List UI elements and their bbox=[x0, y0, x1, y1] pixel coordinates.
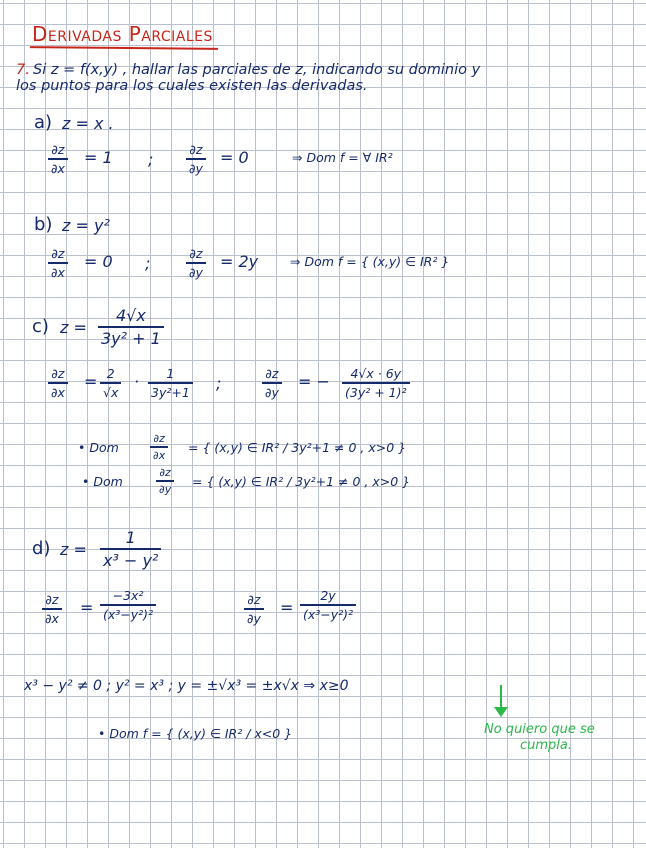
statement-line-2: los puntos para los cuales existen las derivadas. bbox=[16, 78, 368, 94]
part-c-dom2-derivative: ∂z ∂y bbox=[156, 466, 174, 496]
part-b-dzdy: ∂z ∂y bbox=[186, 246, 206, 280]
statement-line-1: Si z = f(x,y) , hallar las parciales de z, indicando su dominio y bbox=[33, 62, 481, 78]
part-c-label: c) bbox=[32, 316, 49, 337]
part-c-dzdy: ∂z ∂y bbox=[262, 366, 282, 400]
part-d-dzdy: ∂z ∂y bbox=[244, 592, 264, 626]
part-a-dzdx-value: = 1 bbox=[84, 148, 113, 167]
part-d-label: d) bbox=[32, 538, 51, 559]
part-c-dot: · bbox=[134, 372, 140, 391]
part-c-factor-1: 2 √x bbox=[100, 366, 121, 400]
part-d-dzdx-result: −3x² (x³−y²)² bbox=[100, 588, 156, 622]
part-b-domain: ⇒ Dom f = { (x,y) ∈ IR² } bbox=[290, 254, 450, 269]
part-d-function-lhs: z = bbox=[60, 540, 87, 559]
exercise-number: 7. bbox=[16, 62, 30, 78]
part-c-factor-2: 1 3y²+1 bbox=[148, 366, 193, 400]
part-a-dzdx: ∂z ∂x bbox=[48, 142, 68, 176]
part-b-dzdx-value: = 0 bbox=[84, 252, 113, 271]
part-a-domain: ⇒ Dom f = ∀ IR² bbox=[292, 150, 393, 165]
part-c-dom1-set: = { (x,y) ∈ IR² / 3y²+1 ≠ 0 , x>0 } bbox=[188, 440, 407, 455]
note-line-2: cumpla. bbox=[520, 738, 573, 753]
green-arrow-head bbox=[494, 707, 508, 717]
part-b-separator: ; bbox=[145, 254, 151, 273]
part-a-function: z = x . bbox=[62, 114, 114, 133]
part-b-label: b) bbox=[34, 214, 53, 235]
part-c-dom1-prefix: • Dom bbox=[78, 440, 119, 455]
part-c-dzdx: ∂z ∂x bbox=[48, 366, 68, 400]
page-title: Derivadas Parciales bbox=[32, 22, 213, 46]
part-c-dom2-set: = { (x,y) ∈ IR² / 3y²+1 ≠ 0 , x>0 } bbox=[192, 474, 411, 489]
part-b-function: z = y² bbox=[62, 216, 110, 235]
part-c-dom1-derivative: ∂z ∂x bbox=[150, 432, 168, 462]
part-c-function-fraction: 4√x 3y² + 1 bbox=[98, 306, 164, 348]
part-c-equals-minus: = − bbox=[298, 372, 330, 391]
part-d-domain: • Dom f = { (x,y) ∈ IR² / x<0 } bbox=[98, 726, 293, 741]
part-a-dzdy: ∂z ∂y bbox=[186, 142, 206, 176]
part-a-dzdy-value: = 0 bbox=[220, 148, 249, 167]
part-a-label: a) bbox=[34, 112, 53, 133]
part-c-dom2-prefix: • Dom bbox=[82, 474, 123, 489]
part-a-separator: ; bbox=[148, 150, 154, 169]
part-d-condition: x³ − y² ≠ 0 ; y² = x³ ; y = ±√x³ = ±x√x ⇒ x≥0 bbox=[24, 678, 349, 694]
part-c-separator: ; bbox=[216, 374, 222, 393]
part-c-factor-3: 4√x · 6y (3y² + 1)² bbox=[342, 366, 410, 400]
part-c-equals: = bbox=[84, 372, 98, 391]
note-line-1: No quiero que se bbox=[484, 722, 595, 737]
part-b-dzdx: ∂z ∂x bbox=[48, 246, 68, 280]
part-b-dzdy-value: = 2y bbox=[220, 252, 259, 271]
title-underline bbox=[30, 46, 218, 50]
part-d-equals-1: = bbox=[80, 598, 94, 617]
part-d-dzdy-result: 2y (x³−y²)² bbox=[300, 588, 356, 622]
part-d-equals-2: = bbox=[280, 598, 294, 617]
part-d-function-fraction: 1 x³ − y² bbox=[100, 528, 161, 570]
part-d-dzdx: ∂z ∂x bbox=[42, 592, 62, 626]
part-c-function-lhs: z = bbox=[60, 318, 87, 337]
